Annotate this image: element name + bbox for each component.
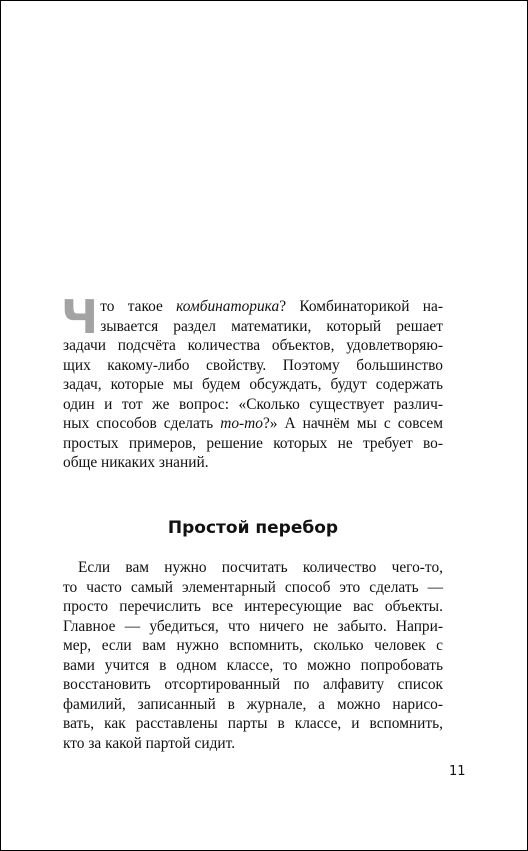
intro-line: один и тот же вопрос: «Сколько существует различ- — [63, 395, 443, 413]
italic-term: комбинаторика — [176, 298, 280, 315]
intro-line: простых примеров, решение которых не требует во- — [63, 434, 443, 452]
intro-line: задачи подсчёта количества объектов, удовлетворяю- — [63, 337, 443, 354]
section-line: кто за какой партой сидит. — [63, 734, 236, 752]
section-line: просто перечислить все интересующие вас объекты. — [63, 598, 443, 615]
intro-line: зывается раздел математики, который решает — [100, 317, 443, 335]
section-line: мер, если вам нужно вспомнить, сколько человек с — [63, 637, 443, 654]
intro-line: задач, которые мы будем обсуждать, будут содержать — [63, 376, 443, 393]
section-line: вать, как расставлены парты в классе, и вспомнить, — [63, 715, 443, 732]
section-line: вами учится в одном классе, то можно попробовать — [63, 656, 443, 674]
intro-line: то такое комбинаторика? Комбинаторикой на- — [100, 298, 443, 315]
section-heading: Простой перебор — [167, 518, 339, 538]
intro-line: ных способов сделать то-то?» А начнём мы с совсем — [63, 415, 443, 432]
intro-paragraph — [61, 290, 443, 473]
section-line: восстановить отсортированный по алфавиту список — [63, 676, 443, 693]
page-number: 11 — [449, 764, 466, 779]
italic-term: то-то — [220, 415, 263, 432]
section-line: то часто самый элементарный способ это сделать — — [63, 578, 443, 596]
intro-lines — [61, 290, 443, 473]
drop-cap: Ч — [61, 290, 99, 344]
section-line: Главное — убедиться, что ничего не забыто. Напри- — [63, 617, 443, 635]
section-line: фамилий, записанный в журнале, а можно нарисо- — [63, 695, 443, 713]
intro-line: щих какому-либо свойству. Поэтому большинство — [63, 356, 443, 374]
section-line: Если вам нужно посчитать количество чего-то, — [78, 559, 443, 576]
intro-line: обще никаких знаний. — [63, 454, 209, 471]
section-paragraph — [63, 558, 443, 753]
